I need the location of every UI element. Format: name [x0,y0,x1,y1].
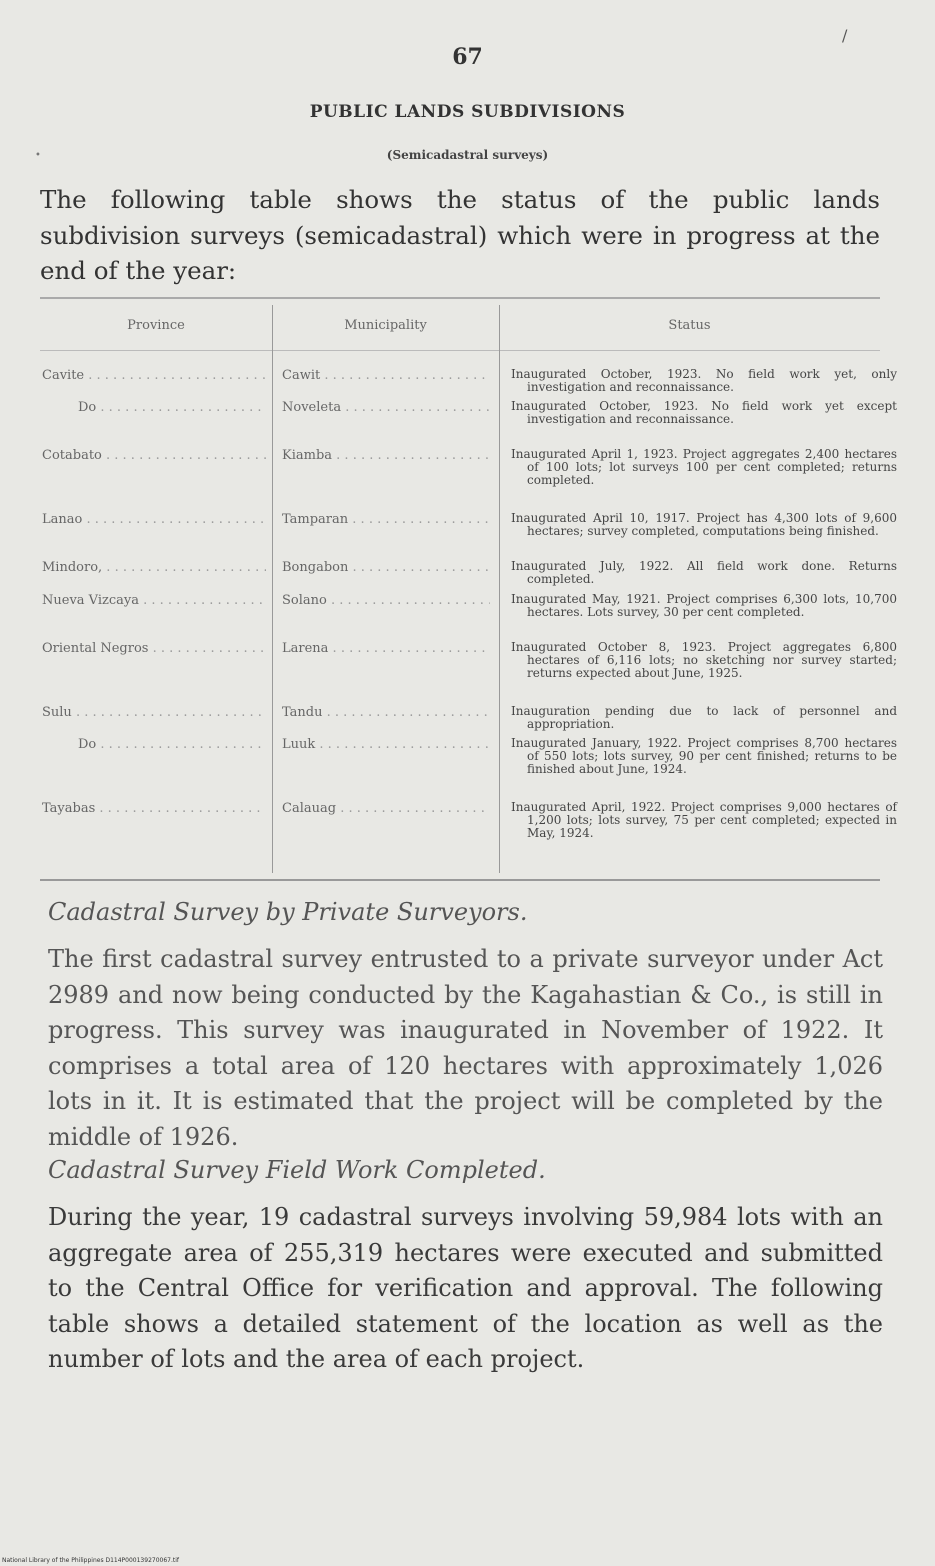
municipality-cell: Bongabon . . . [282,560,490,575]
province-cell: Do . . . [78,737,266,752]
province-cell: Cavite . . . [42,368,266,383]
status-cell: Inaugurated July, 1922. All field work done. Returns completed. [511,559,897,586]
column-divider [272,305,273,873]
municipality-cell: Tamparan . . . [282,512,490,527]
private-surveyors-heading: Cadastral Survey by Private Surveyors. [48,898,528,926]
table-top-rule [40,297,880,299]
status-cell: Inauguration pending due to lack of personnel and appropriation. [511,704,897,731]
header-municipality: Municipality [344,318,427,333]
province-cell: Do . . . [78,400,266,415]
status-cell: Inaugurated October, 1923. No field work yet except investigation and reconnaissance. [511,399,897,426]
page-number: 67 [452,44,483,70]
column-divider [499,305,500,873]
municipality-cell: Solano . . . [282,593,490,608]
province-cell: Sulu . . . [42,705,266,720]
municipality-cell: Larena . . . [282,641,490,656]
pencil-tick-mark: / [842,26,848,45]
municipality-cell: Tandu . . . [282,705,490,720]
municipality-cell: Cawit . . . [282,368,490,383]
private-surveyors-paragraph: The first cadastral survey entrusted to a private surveyor under Act 2989 and now being conducted by the Kagahastian & Co., is still in progress. This survey was inaugurated in November of 1922. It comprises a total area of 120 hectares with approximately 1,026 lots in it. It is estimated that the project will be completed by the middle of 1926. [48,945,883,1151]
status-cell: Inaugurated April 10, 1917. Project has 4,300 lots of 9,600 hectares; survey completed, computations being finished. [511,511,897,538]
header-province: Province [127,318,185,333]
status-cell: Inaugurated October 8, 1923. Project aggregates 6,800 hectares of 6,116 lots; no sketching nor survey started; returns expected about June, 1925. [511,640,897,680]
table-header-rule [40,350,880,351]
speck-mark: • [35,150,41,161]
municipality-cell: Kiamba . . . [282,448,490,463]
province-cell: Mindoro, . . . [42,560,266,575]
municipality-cell: Noveleta . . . [282,400,490,415]
province-cell: Oriental Negros . . . [42,641,266,656]
intro-paragraph: The following table shows the status of the public lands subdivision surveys (semicadastral) which were in progress at the end of the year: [40,185,880,285]
header-status: Status [668,318,711,333]
status-cell: Inaugurated April, 1922. Project comprises 9,000 hectares of 1,200 lots; lots survey, 75 per cent completed; expected in May, 1924. [511,800,897,840]
status-cell: Inaugurated May, 1921. Project comprises 6,300 lots, 10,700 hectares. Lots survey, 30 per cent completed. [511,592,897,619]
table-bottom-rule [40,879,880,881]
province-cell: Lanao . . . [42,512,266,527]
municipality-cell: Calauag . . . [282,801,490,816]
section-title: PUBLIC LANDS SUBDIVISIONS [309,102,626,122]
municipality-cell: Luuk . . . [282,737,490,752]
scan-credit: National Library of the Philippines D114P000139270067.tif [2,1557,180,1564]
status-cell: Inaugurated January, 1922. Project comprises 8,700 hectares of 550 lots; lots survey, 90 per cent finished; returns to be finished about June, 1924. [511,736,897,776]
field-work-completed-paragraph: During the year, 19 cadastral surveys involving 59,984 lots with an aggregate area of 255,319 hectares were executed and submitted to the Central Office for verification and approval. The following table shows a detailed statement of the location as well as the number of lots and the area of each project. [48,1203,883,1373]
section-subtitle: (Semicadastral surveys) [386,148,549,162]
status-cell: Inaugurated October, 1923. No field work yet, only investigation and reconnaissance. [511,367,897,394]
status-cell: Inaugurated April 1, 1923. Project aggregates 2,400 hectares of 100 lots; lot surveys 100 per cent completed; returns completed. [511,447,897,487]
province-cell: Nueva Vizcaya . . . [42,593,266,608]
province-cell: Cotabato . . . [42,448,266,463]
province-cell: Tayabas . . . [42,801,266,816]
field-work-completed-heading: Cadastral Survey Field Work Completed. [48,1156,546,1184]
